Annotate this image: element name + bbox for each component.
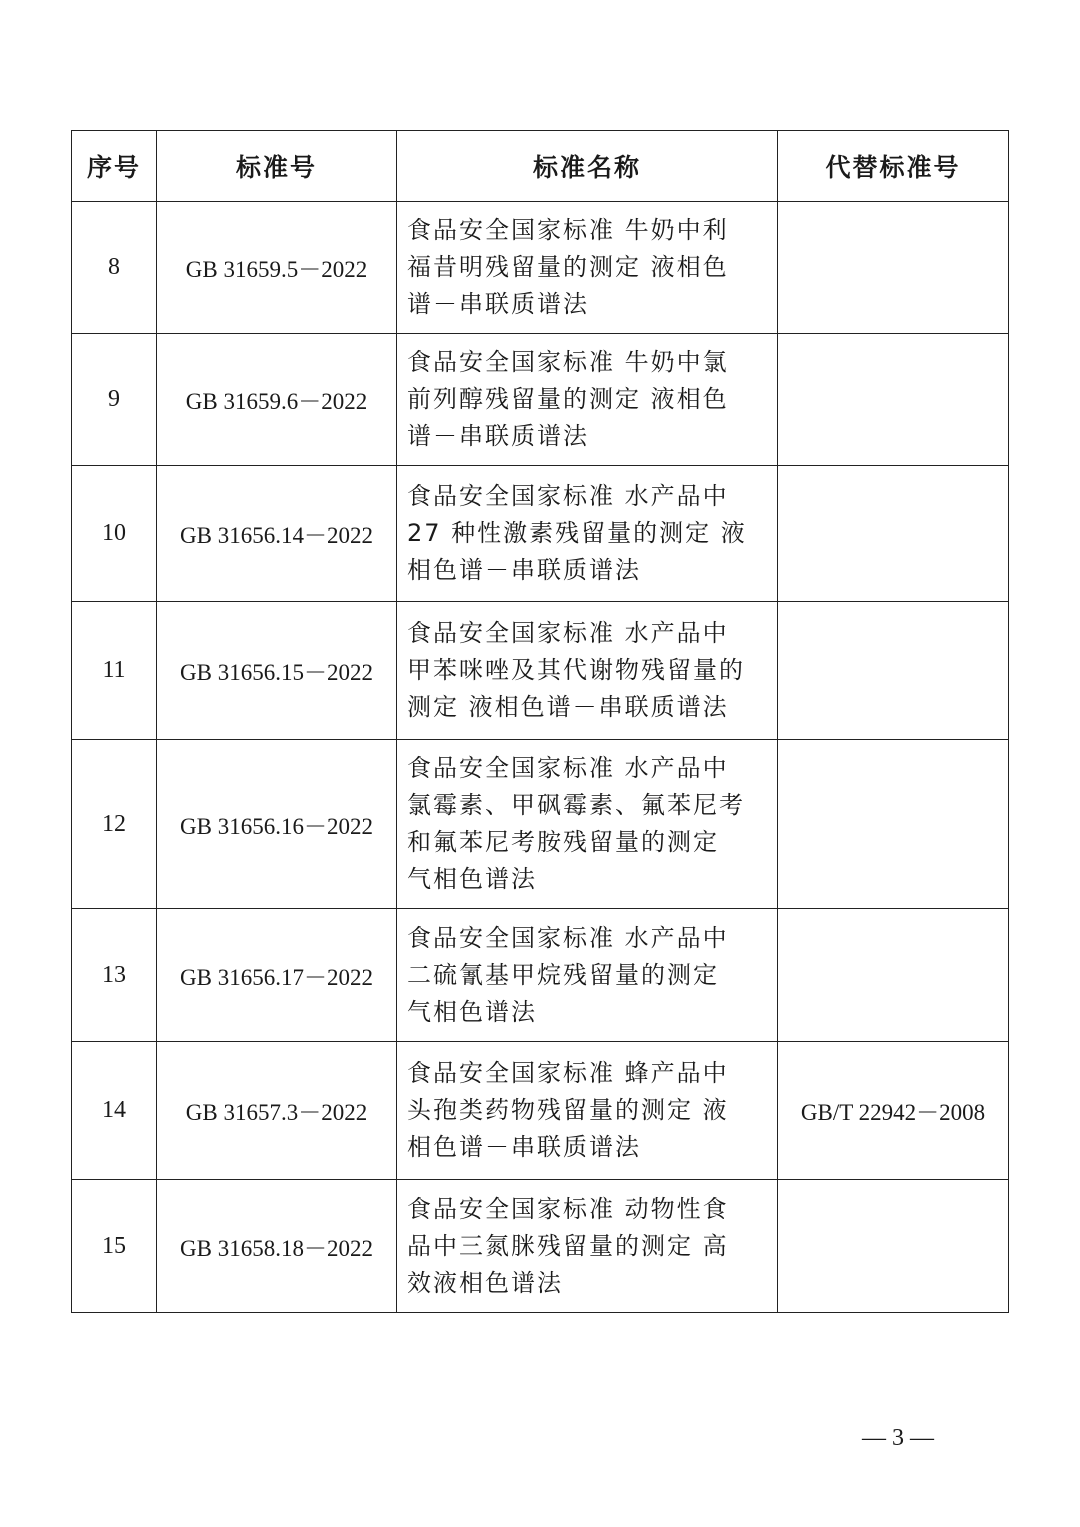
cell-replaced-standard: GB/T 22942－2008 bbox=[778, 1042, 1009, 1180]
standard-name-line: 气相色谱法 bbox=[407, 865, 537, 893]
cell-serial-no: 13 bbox=[72, 909, 157, 1042]
table-header-row bbox=[72, 131, 1009, 202]
standard-name-line: 效液相色谱法 bbox=[407, 1268, 563, 1297]
cell-standard-name bbox=[397, 202, 778, 334]
standard-name-line: 测定 液相色谱－串联质谱法 bbox=[407, 693, 729, 721]
cell-serial-no: 9 bbox=[72, 334, 157, 466]
standard-name-line: 相色谱－串联质谱法 bbox=[407, 556, 641, 584]
cell-serial-no: 14 bbox=[72, 1042, 157, 1180]
cell-standard-code: GB 31656.14－2022 bbox=[157, 466, 397, 602]
cell-standard-code: GB 31656.16－2022 bbox=[157, 740, 397, 909]
cell-replaced-standard bbox=[778, 602, 1009, 740]
standard-name-line: 食品安全国家标准 牛奶中氯 bbox=[407, 348, 729, 376]
header-serial-no: 序号 bbox=[72, 131, 157, 202]
cell-serial-no: 11 bbox=[72, 602, 157, 740]
cell-standard-name bbox=[397, 466, 778, 602]
table-body bbox=[72, 202, 1009, 1313]
standard-name-line: 氯霉素、甲砜霉素、氟苯尼考 bbox=[407, 791, 745, 819]
table-row bbox=[72, 1042, 1009, 1180]
cell-standard-name bbox=[397, 334, 778, 466]
table-row bbox=[72, 466, 1009, 602]
page-number: — 3 — bbox=[862, 1425, 934, 1451]
standard-name-line: 谱－串联质谱法 bbox=[407, 290, 589, 318]
cell-standard-code: GB 31656.17－2022 bbox=[157, 909, 397, 1042]
standard-name-line: 食品安全国家标准 动物性食 bbox=[407, 1194, 729, 1223]
cell-serial-no: 12 bbox=[72, 740, 157, 909]
standard-name-line: 食品安全国家标准 蜂产品中 bbox=[407, 1059, 729, 1087]
cell-replaced-standard bbox=[778, 1180, 1009, 1313]
standard-name-line: 品中三氮脒残留量的测定 高 bbox=[407, 1231, 729, 1260]
standard-name-line: 食品安全国家标准 水产品中 bbox=[407, 754, 729, 782]
standard-name-line: 福昔明残留量的测定 液相色 bbox=[407, 253, 729, 281]
cell-serial-no: 15 bbox=[72, 1180, 157, 1313]
header-standard-code: 标准号 bbox=[157, 131, 397, 202]
cell-standard-name bbox=[397, 1042, 778, 1180]
table-row bbox=[72, 202, 1009, 334]
standard-name-line: 气相色谱法 bbox=[407, 997, 537, 1026]
cell-serial-no: 8 bbox=[72, 202, 157, 334]
standards-table bbox=[71, 130, 1009, 1313]
cell-standard-code: GB 31659.5－2022 bbox=[157, 202, 397, 334]
table-row bbox=[72, 334, 1009, 466]
table-row bbox=[72, 909, 1009, 1042]
standard-name-line: 头孢类药物残留量的测定 液 bbox=[407, 1096, 729, 1124]
cell-replaced-standard bbox=[778, 466, 1009, 602]
standard-name-line: 甲苯咪唑及其代谢物残留量的 bbox=[407, 656, 745, 684]
standard-name-line: 食品安全国家标准 水产品中 bbox=[407, 923, 729, 952]
standard-name-line: 食品安全国家标准 水产品中 bbox=[407, 482, 729, 510]
standard-name-line: 相色谱－串联质谱法 bbox=[407, 1133, 641, 1161]
cell-standard-code: GB 31659.6－2022 bbox=[157, 334, 397, 466]
cell-standard-name bbox=[397, 1180, 778, 1313]
cell-standard-code: GB 31656.15－2022 bbox=[157, 602, 397, 740]
cell-replaced-standard bbox=[778, 740, 1009, 909]
header-replaced-standard: 代替标准号 bbox=[778, 131, 1009, 202]
cell-serial-no: 10 bbox=[72, 466, 157, 602]
standard-name-line: 食品安全国家标准 牛奶中利 bbox=[407, 216, 729, 244]
cell-standard-name bbox=[397, 909, 778, 1042]
standard-name-line: 二硫氰基甲烷残留量的测定 bbox=[407, 960, 719, 989]
cell-standard-name bbox=[397, 740, 778, 909]
table-row bbox=[72, 1180, 1009, 1313]
standard-name-line: 食品安全国家标准 水产品中 bbox=[407, 619, 729, 647]
cell-replaced-standard bbox=[778, 334, 1009, 466]
cell-replaced-standard bbox=[778, 909, 1009, 1042]
standard-name-line: 和氟苯尼考胺残留量的测定 bbox=[407, 828, 719, 856]
table-row bbox=[72, 602, 1009, 740]
cell-standard-name bbox=[397, 602, 778, 740]
cell-standard-code: GB 31657.3－2022 bbox=[157, 1042, 397, 1180]
header-standard-name: 标准名称 bbox=[397, 131, 778, 202]
standard-name-line: 27 种性激素残留量的测定 液 bbox=[407, 519, 747, 547]
cell-replaced-standard bbox=[778, 202, 1009, 334]
table-row bbox=[72, 740, 1009, 909]
standard-name-line: 谱－串联质谱法 bbox=[407, 422, 589, 450]
standard-name-line: 前列醇残留量的测定 液相色 bbox=[407, 385, 729, 413]
cell-standard-code: GB 31658.18－2022 bbox=[157, 1180, 397, 1313]
